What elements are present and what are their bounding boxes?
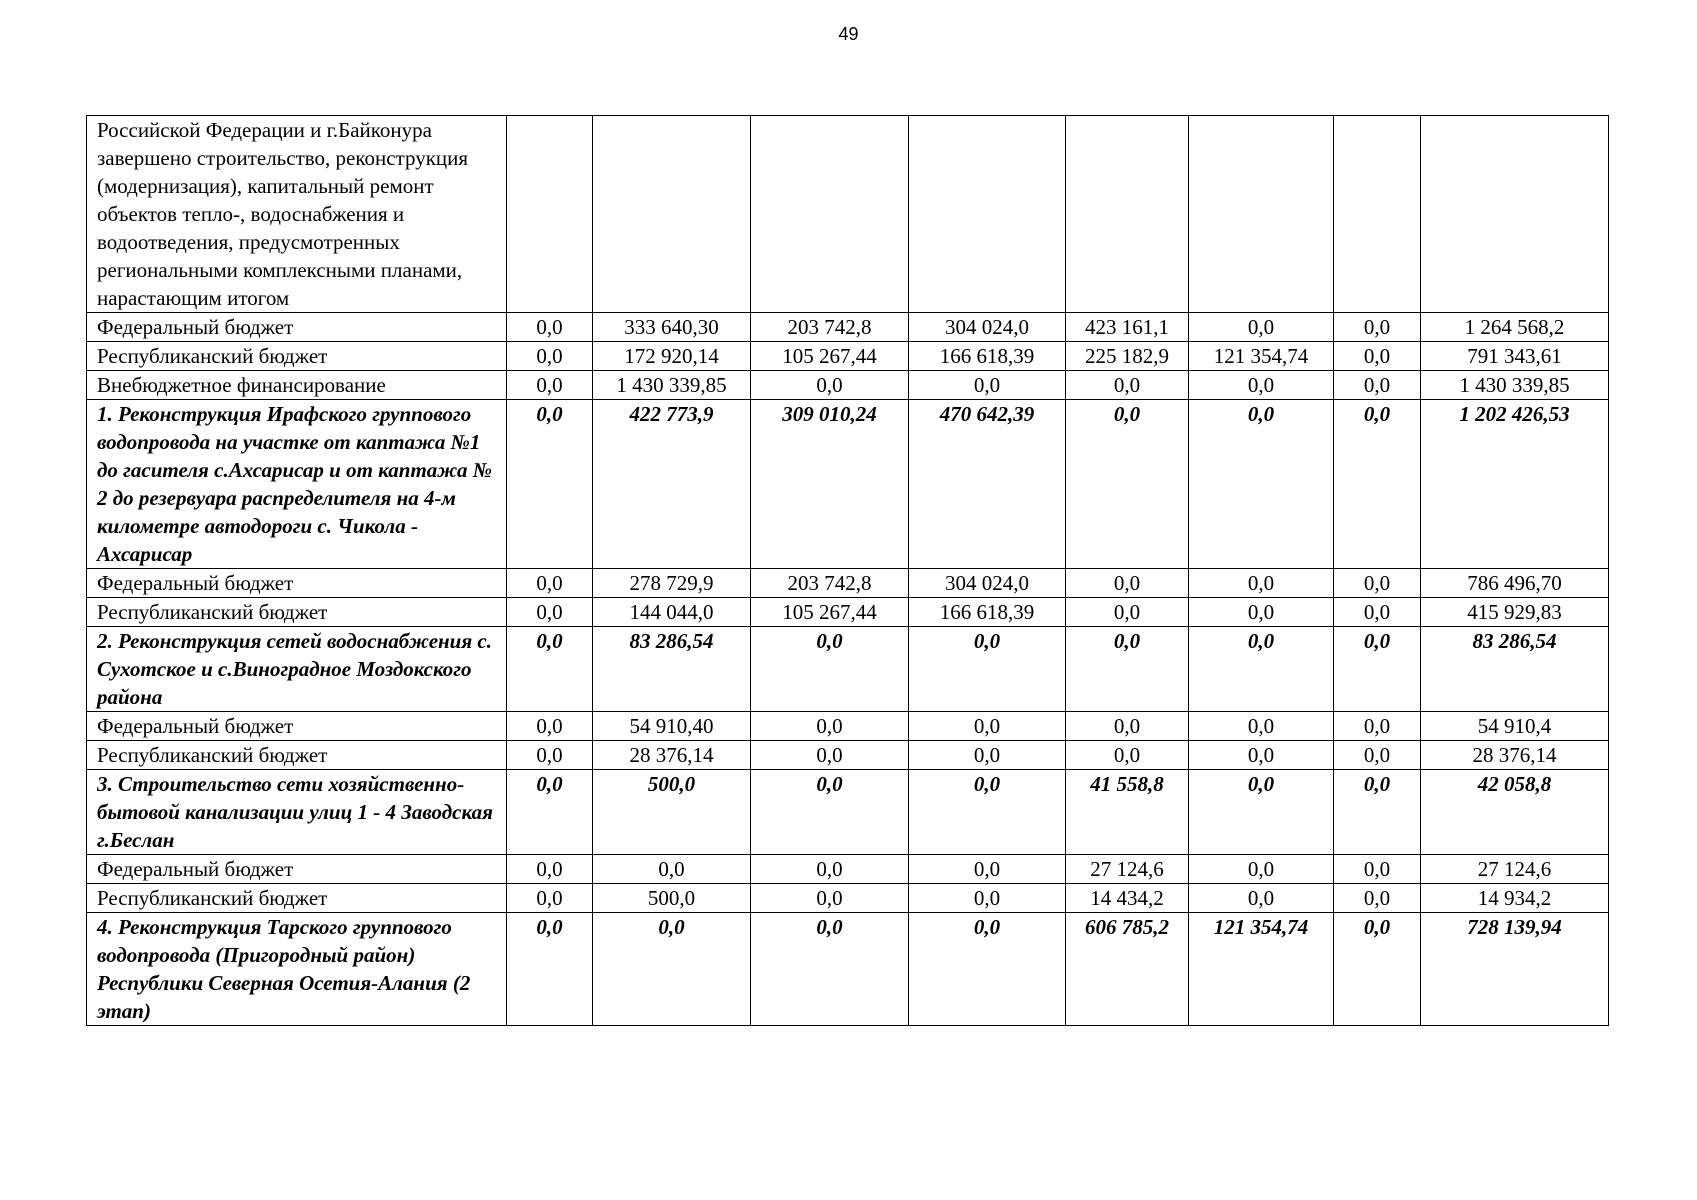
table-row-section <box>87 400 1609 569</box>
cell-value: 0,0 <box>1334 342 1421 371</box>
cell-value: 27 124,6 <box>1066 855 1189 884</box>
cell-value: 0,0 <box>1066 598 1189 627</box>
cell-value: 166 618,39 <box>909 598 1066 627</box>
cell-value: 0,0 <box>751 884 909 913</box>
cell-value: 0,0 <box>1066 741 1189 770</box>
cell-value: 333 640,30 <box>593 313 751 342</box>
cell-value: 500,0 <box>593 884 751 913</box>
cell-value: 42 058,8 <box>1421 770 1609 855</box>
cell-value: 166 618,39 <box>909 342 1066 371</box>
row-label: 4. Реконструкция Тарского группового водопровода (Пригородный район) Республики Северная Осетия-Алания (2 этап) <box>87 913 507 1026</box>
table-row <box>87 569 1609 598</box>
cell-value: 28 376,14 <box>1421 741 1609 770</box>
cell-value: 0,0 <box>1189 712 1334 741</box>
table-row-section <box>87 913 1609 1026</box>
cell-value: 0,0 <box>593 913 751 1026</box>
row-label: 3. Строительство сети хозяйственно-бытовой канализации улиц 1 - 4 Заводская г.Беслан <box>87 770 507 855</box>
table-row <box>87 598 1609 627</box>
cell-value: 0,0 <box>1334 770 1421 855</box>
cell-value: 0,0 <box>751 627 909 712</box>
cell-value: 0,0 <box>909 712 1066 741</box>
cell-value: 54 910,4 <box>1421 712 1609 741</box>
row-label: Федеральный бюджет <box>87 855 507 884</box>
cell-value: 0,0 <box>1334 569 1421 598</box>
cell-value: 0,0 <box>1189 770 1334 855</box>
table-row-section <box>87 627 1609 712</box>
cell-value: 0,0 <box>1334 627 1421 712</box>
cell-value: 1 430 339,85 <box>593 371 751 400</box>
cell-value: 0,0 <box>1066 627 1189 712</box>
cell-value: 0,0 <box>909 770 1066 855</box>
cell-value: 0,0 <box>1334 855 1421 884</box>
cell-value: 728 139,94 <box>1421 913 1609 1026</box>
cell-value: 121 354,74 <box>1189 913 1334 1026</box>
cell-value: 309 010,24 <box>751 400 909 569</box>
cell-value: 1 430 339,85 <box>1421 371 1609 400</box>
cell-value: 0,0 <box>909 371 1066 400</box>
table-row <box>87 855 1609 884</box>
cell-value: 172 920,14 <box>593 342 751 371</box>
cell-value: 0,0 <box>751 712 909 741</box>
cell-value: 0,0 <box>1334 313 1421 342</box>
cell-value: 1 202 426,53 <box>1421 400 1609 569</box>
cell-value: 0,0 <box>909 627 1066 712</box>
cell-value: 0,0 <box>1334 371 1421 400</box>
cell-value: 304 024,0 <box>909 569 1066 598</box>
table-row <box>87 116 1609 313</box>
cell-value <box>909 116 1066 313</box>
row-label: Федеральный бюджет <box>87 569 507 598</box>
cell-value: 0,0 <box>507 598 593 627</box>
cell-value: 0,0 <box>1066 569 1189 598</box>
cell-value: 606 785,2 <box>1066 913 1189 1026</box>
cell-value: 422 773,9 <box>593 400 751 569</box>
cell-value: 83 286,54 <box>1421 627 1609 712</box>
cell-value: 0,0 <box>1189 741 1334 770</box>
cell-value: 0,0 <box>909 884 1066 913</box>
cell-value: 0,0 <box>1066 400 1189 569</box>
cell-value: 791 343,61 <box>1421 342 1609 371</box>
cell-value: 0,0 <box>507 627 593 712</box>
table-row-section <box>87 770 1609 855</box>
cell-value: 225 182,9 <box>1066 342 1189 371</box>
cell-value: 0,0 <box>507 371 593 400</box>
cell-value: 0,0 <box>593 855 751 884</box>
cell-value <box>593 116 751 313</box>
cell-value: 105 267,44 <box>751 598 909 627</box>
cell-value: 203 742,8 <box>751 313 909 342</box>
cell-value: 0,0 <box>507 741 593 770</box>
cell-value: 83 286,54 <box>593 627 751 712</box>
cell-value: 0,0 <box>1189 313 1334 342</box>
cell-value: 0,0 <box>1334 598 1421 627</box>
cell-value: 0,0 <box>1334 913 1421 1026</box>
cell-value: 28 376,14 <box>593 741 751 770</box>
row-label: Федеральный бюджет <box>87 712 507 741</box>
cell-value <box>1421 116 1609 313</box>
table-row <box>87 741 1609 770</box>
table-row <box>87 884 1609 913</box>
cell-value: 500,0 <box>593 770 751 855</box>
cell-value: 304 024,0 <box>909 313 1066 342</box>
cell-value: 415 929,83 <box>1421 598 1609 627</box>
cell-value: 121 354,74 <box>1189 342 1334 371</box>
cell-value: 0,0 <box>507 913 593 1026</box>
cell-value: 0,0 <box>507 855 593 884</box>
cell-value: 0,0 <box>507 569 593 598</box>
cell-value: 0,0 <box>751 371 909 400</box>
budget-table-body <box>87 116 1609 1026</box>
budget-table <box>86 115 1609 1026</box>
cell-value: 105 267,44 <box>751 342 909 371</box>
cell-value: 0,0 <box>1189 598 1334 627</box>
cell-value: 278 729,9 <box>593 569 751 598</box>
row-label: Внебюджетное финансирование <box>87 371 507 400</box>
cell-value: 0,0 <box>1189 855 1334 884</box>
cell-value: 1 264 568,2 <box>1421 313 1609 342</box>
table-row <box>87 313 1609 342</box>
cell-value: 54 910,40 <box>593 712 751 741</box>
table-row <box>87 342 1609 371</box>
row-label: 1. Реконструкция Ирафского группового водопровода на участке от каптажа №1 до гасителя с.Ахсарисар и от каптажа № 2 до резервуара распределителя на 4-м километре автодороги с. Чикола - Ахсарисар <box>87 400 507 569</box>
cell-value: 470 642,39 <box>909 400 1066 569</box>
cell-value: 0,0 <box>1334 400 1421 569</box>
cell-value: 0,0 <box>1189 569 1334 598</box>
cell-value: 14 434,2 <box>1066 884 1189 913</box>
cell-value: 144 044,0 <box>593 598 751 627</box>
cell-value: 27 124,6 <box>1421 855 1609 884</box>
cell-value: 0,0 <box>507 400 593 569</box>
cell-value: 0,0 <box>751 913 909 1026</box>
row-label: 2. Реконструкция сетей водоснабжения с. Сухотское и с.Виноградное Моздокского района <box>87 627 507 712</box>
cell-value: 0,0 <box>909 913 1066 1026</box>
cell-value: 0,0 <box>1334 712 1421 741</box>
cell-value: 41 558,8 <box>1066 770 1189 855</box>
cell-value: 0,0 <box>909 855 1066 884</box>
cell-value: 0,0 <box>507 884 593 913</box>
cell-value <box>1189 116 1334 313</box>
cell-value: 203 742,8 <box>751 569 909 598</box>
cell-value <box>507 116 593 313</box>
cell-value: 0,0 <box>1066 371 1189 400</box>
cell-value: 423 161,1 <box>1066 313 1189 342</box>
cell-value: 0,0 <box>507 342 593 371</box>
cell-value: 0,0 <box>507 313 593 342</box>
row-label: Российской Федерации и г.Байконура завершено строительство, реконструкция (модернизация), капитальный ремонт объектов тепло-, водоснабжения и водоотведения, предусмотренных региональными комплексными планами, нарастающим итогом <box>87 116 507 313</box>
cell-value: 0,0 <box>507 712 593 741</box>
row-label: Республиканский бюджет <box>87 884 507 913</box>
cell-value: 0,0 <box>1189 400 1334 569</box>
row-label: Федеральный бюджет <box>87 313 507 342</box>
row-label: Республиканский бюджет <box>87 741 507 770</box>
cell-value: 0,0 <box>751 741 909 770</box>
cell-value: 0,0 <box>1189 627 1334 712</box>
cell-value: 0,0 <box>751 770 909 855</box>
cell-value <box>1334 116 1421 313</box>
cell-value: 0,0 <box>909 741 1066 770</box>
cell-value: 786 496,70 <box>1421 569 1609 598</box>
cell-value: 0,0 <box>507 770 593 855</box>
table-row <box>87 712 1609 741</box>
cell-value: 0,0 <box>1334 741 1421 770</box>
cell-value <box>751 116 909 313</box>
table-row <box>87 371 1609 400</box>
cell-value: 0,0 <box>751 855 909 884</box>
cell-value: 0,0 <box>1189 884 1334 913</box>
row-label: Республиканский бюджет <box>87 342 507 371</box>
page-number: 49 <box>838 24 859 44</box>
cell-value: 0,0 <box>1189 371 1334 400</box>
cell-value: 0,0 <box>1066 712 1189 741</box>
cell-value: 14 934,2 <box>1421 884 1609 913</box>
row-label: Республиканский бюджет <box>87 598 507 627</box>
cell-value <box>1066 116 1189 313</box>
cell-value: 0,0 <box>1334 884 1421 913</box>
